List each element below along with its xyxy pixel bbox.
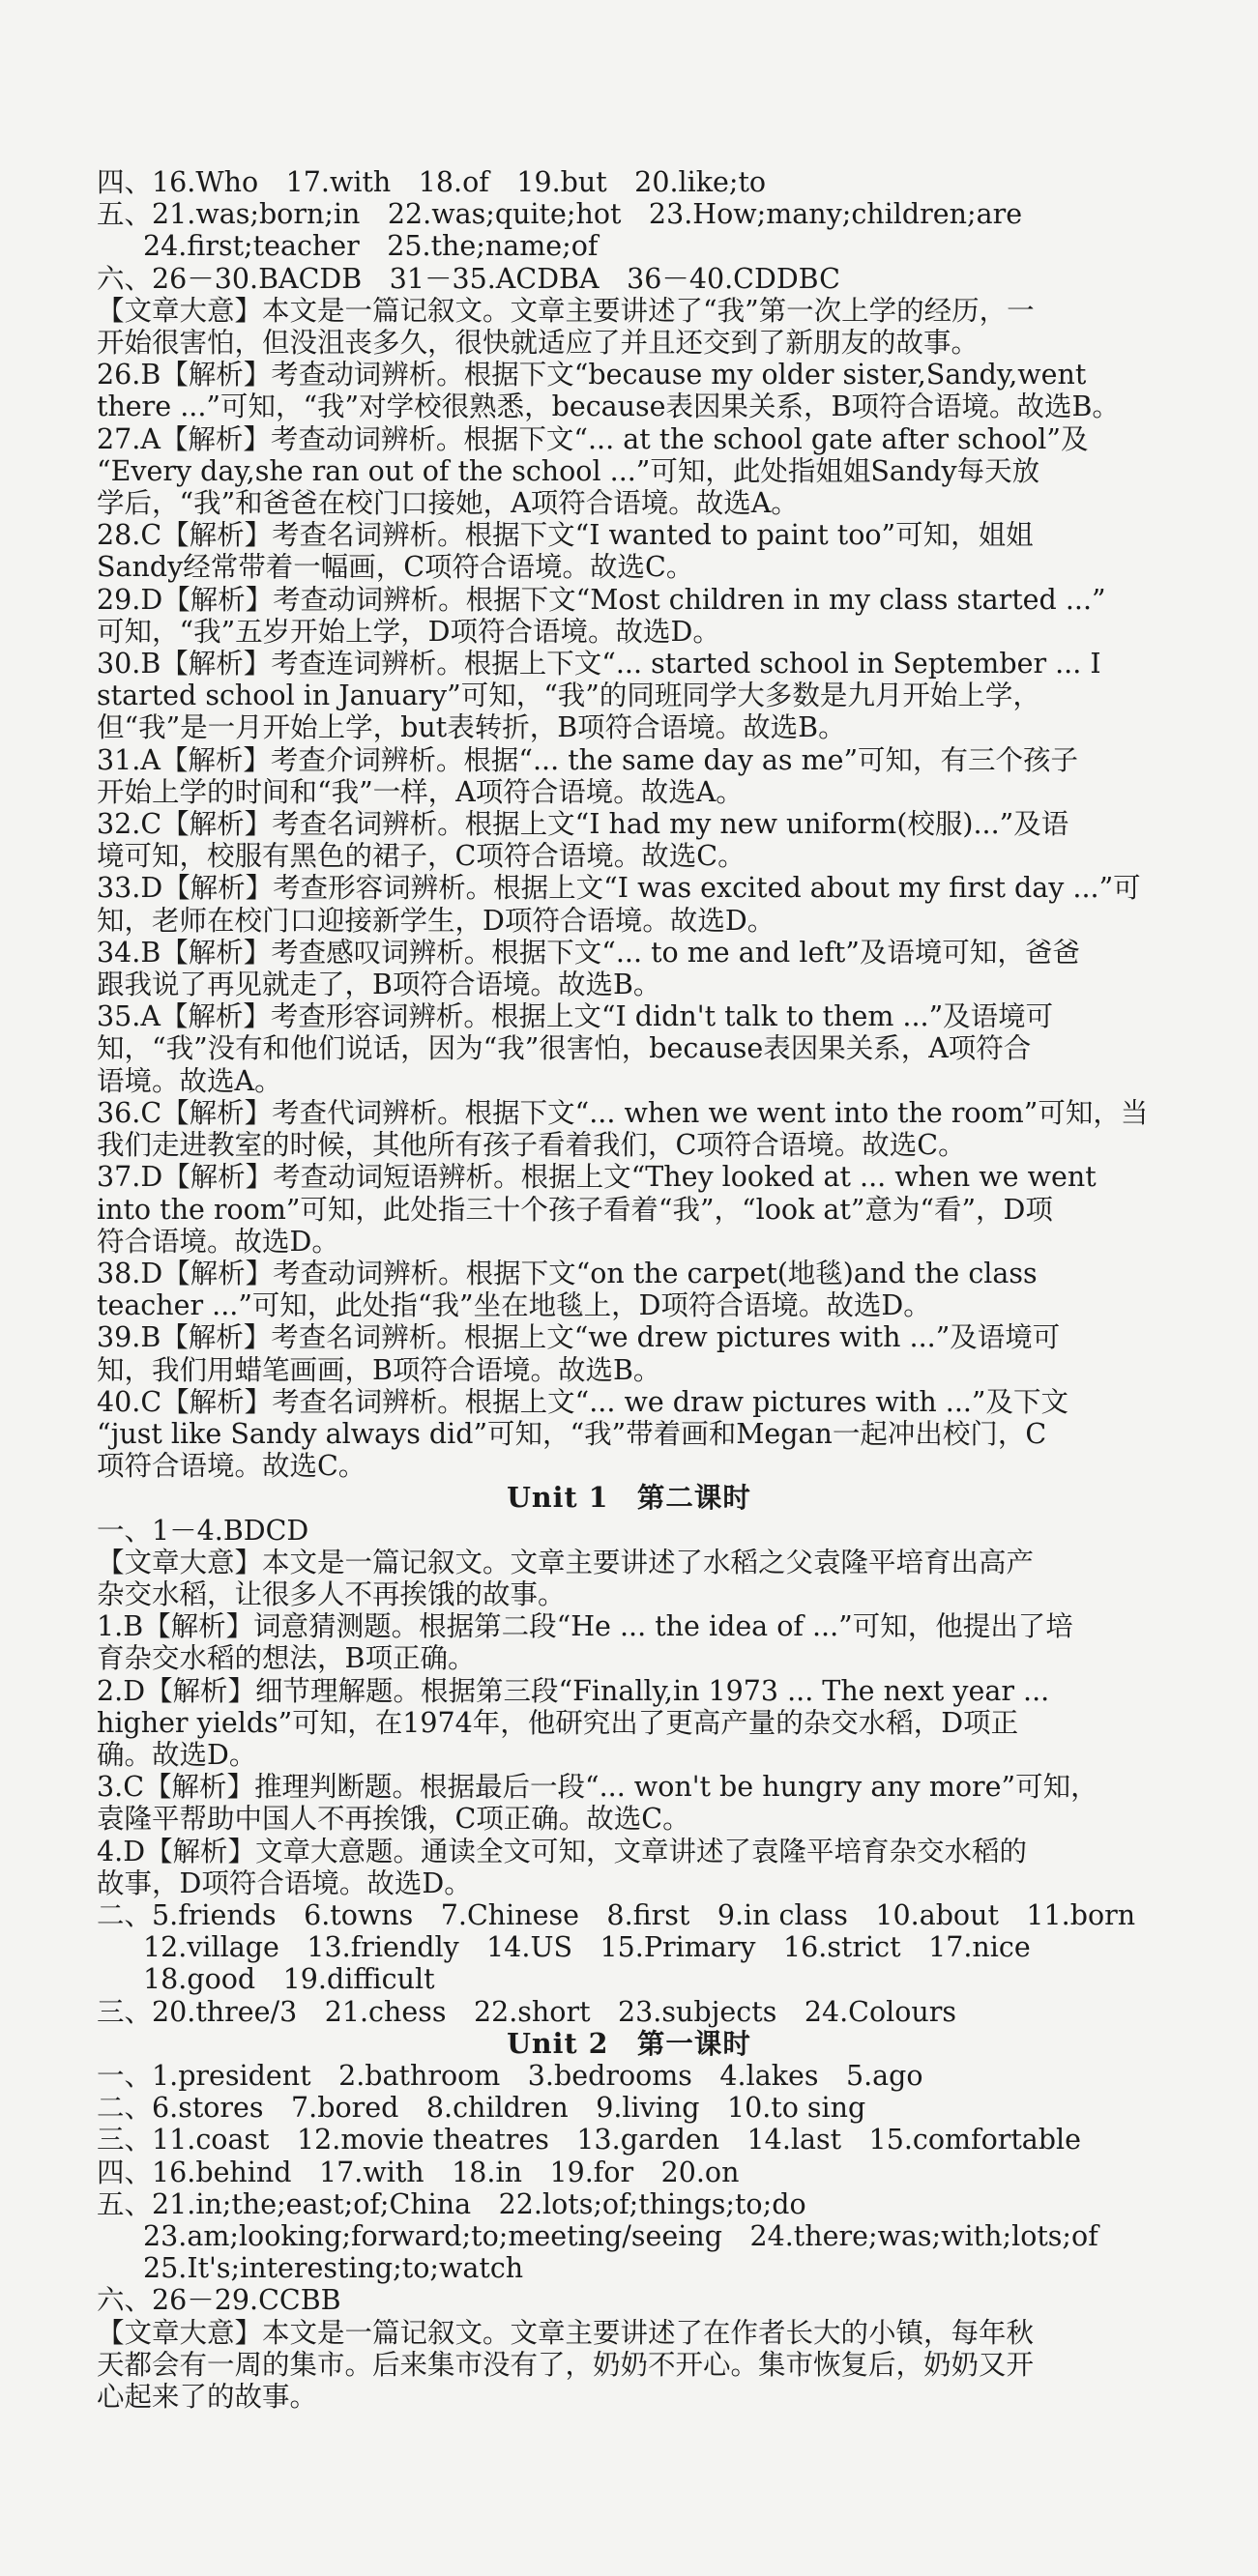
text-line: 但“我”是一月开始上学，but表转折，B项符合语境。故选B。 bbox=[97, 711, 846, 744]
text-line: 确。故选D。 bbox=[97, 1738, 257, 1771]
text-line: 39.B【解析】考查名词辨析。根据上文“we drew pictures with ...”及语境可 bbox=[97, 1321, 1061, 1354]
text-line: 知，“我”没有和他们说话，因为“我”很害怕，because表因果关系，A项符合 bbox=[97, 1032, 1032, 1065]
text-line: 育杂交水稻的想法，B项正确。 bbox=[97, 1642, 476, 1675]
text-line: 心起来了的故事。 bbox=[97, 2381, 318, 2414]
text-line: 27.A【解析】考查动词辨析。根据下文“... at the school gate after school”及 bbox=[97, 422, 1089, 455]
text-line: 开始上学的时间和“我”一样，A项符合语境。故选A。 bbox=[97, 775, 744, 808]
text-line: 二、5.friends 6.towns 7.Chinese 8.first 9.in class 10.about 11.born bbox=[97, 1898, 1136, 1931]
text-line: 六、26－29.CCBB bbox=[97, 2284, 341, 2317]
text-line: 二、6.stores 7.bored 8.children 9.living 10.to sing bbox=[97, 2092, 866, 2125]
text-line: 符合语境。故选D。 bbox=[97, 1225, 339, 1258]
text-line: 33.D【解析】考查形容词辨析。根据上文“I was excited about my first day ...”可 bbox=[97, 872, 1141, 905]
text-line: into the room”可知，此处指三十个孩子看着“我”，“look at”意为“看”，D项 bbox=[97, 1193, 1053, 1226]
text-line: 学后，“我”和爸爸在校门口接她，A项符合语境。故选A。 bbox=[97, 487, 799, 520]
text-line: 故事，D项符合语境。故选D。 bbox=[97, 1867, 472, 1899]
text-line: 开始很害怕，但没沮丧多久，很快就适应了并且还交到了新朋友的故事。 bbox=[97, 327, 980, 360]
text-line: 【文章大意】本文是一篇记叙文。文章主要讲述了水稻之父袁隆平培育出高产 bbox=[97, 1546, 1035, 1578]
text-line: 五、21.in;the;east;of;China 22.lots;of;things;to;do bbox=[97, 2187, 806, 2220]
text-line: 18.good 19.difficult bbox=[143, 1963, 435, 1996]
text-line: 25.It's;interesting;to;watch bbox=[143, 2252, 524, 2285]
text-line: 【文章大意】本文是一篇记叙文。文章主要讲述了在作者长大的小镇，每年秋 bbox=[97, 2316, 1035, 2349]
text-line: “just like Sandy always did”可知，“我”带着画和Megan一起冲出校门，C bbox=[97, 1417, 1047, 1450]
text-line: 四、16.behind 17.with 18.in 19.for 20.on bbox=[97, 2156, 740, 2188]
section-heading: Unit 2 第一课时 bbox=[507, 2027, 751, 2060]
text-line: 1.B【解析】词意猜测题。根据第二段“He ... the idea of ...”可知，他提出了培 bbox=[97, 1610, 1073, 1643]
text-line: 23.am;looking;forward;to;meeting/seeing 24.there;was;with;lots;of bbox=[143, 2220, 1098, 2252]
text-line: 四、16.Who 17.with 18.of 19.but 20.like;to bbox=[97, 166, 767, 198]
text-line: 知，老师在校门口迎接新学生，D项符合语境。故选D。 bbox=[97, 904, 775, 937]
text-line: 31.A【解析】考查介词辨析。根据“... the same day as me”可知，有三个孩子 bbox=[97, 743, 1079, 776]
text-line: 37.D【解析】考查动词短语辨析。根据上文“They looked at ... when we went bbox=[97, 1161, 1097, 1194]
text-line: 29.D【解析】考查动词辨析。根据下文“Most children in my class started ...” bbox=[97, 583, 1106, 616]
text-line: 语境。故选A。 bbox=[97, 1064, 282, 1097]
text-line: 38.D【解析】考查动词辨析。根据下文“on the carpet(地毯)and the class bbox=[97, 1257, 1038, 1289]
text-line: 【文章大意】本文是一篇记叙文。文章主要讲述了“我”第一次上学的经历，一 bbox=[97, 294, 1035, 327]
text-line: 4.D【解析】文章大意题。通读全文可知，文章讲述了袁隆平培育杂交水稻的 bbox=[97, 1835, 1028, 1867]
text-line: 五、21.was;born;in 22.was;quite;hot 23.How;many;children;are bbox=[97, 198, 1023, 231]
text-line: 3.C【解析】推理判断题。根据最后一段“... won't be hungry any more”可知， bbox=[97, 1771, 1098, 1804]
text-line: 一、1.president 2.bathroom 3.bedrooms 4.lakes 5.ago bbox=[97, 2059, 923, 2092]
text-line: 项符合语境。故选C。 bbox=[97, 1450, 366, 1483]
text-line: 2.D【解析】细节理解题。根据第三段“Finally,in 1973 ... The next year ... bbox=[97, 1674, 1050, 1707]
text-line: 34.B【解析】考查感叹词辨析。根据下文“... to me and left”及语境可知，爸爸 bbox=[97, 936, 1080, 969]
text-line: 40.C【解析】考查名词辨析。根据上文“... we draw pictures with ...”及下文 bbox=[97, 1385, 1069, 1418]
text-line: higher yields”可知，在1974年，他研究出了更高产量的杂交水稻，D项正 bbox=[97, 1706, 1019, 1739]
text-line: 我们走进教室的时候，其他所有孩子看着我们，C项符合语境。故选C。 bbox=[97, 1129, 966, 1162]
text-line: 三、11.coast 12.movie theatres 13.garden 14.last 15.comfortable bbox=[97, 2124, 1082, 2156]
text-line: 可知，“我”五岁开始上学，D项符合语境。故选D。 bbox=[97, 615, 720, 648]
text-line: 24.first;teacher 25.the;name;of bbox=[143, 230, 599, 263]
text-line: 三、20.three/3 21.chess 22.short 23.subjects 24.Colours bbox=[97, 1995, 956, 2028]
text-line: 35.A【解析】考查形容词辨析。根据上文“I didn't talk to them ...”及语境可 bbox=[97, 1000, 1054, 1033]
text-line: 袁隆平帮助中国人不再挨饿，C项正确。故选C。 bbox=[97, 1803, 690, 1836]
text-line: teacher ...”可知，此处指“我”坐在地毯上，D项符合语境。故选D。 bbox=[97, 1289, 931, 1322]
text-line: 六、26－30.BACDB 31－35.ACDBA 36－40.CDDBC bbox=[97, 262, 840, 295]
text-line: 天都会有一周的集市。后来集市没有了，奶奶不开心。集市恢复后，奶奶又开 bbox=[97, 2348, 1035, 2381]
text-line: 12.village 13.friendly 14.US 15.Primary 16.strict 17.nice bbox=[143, 1931, 1031, 1964]
text-line: 知，我们用蜡笔画画，B项符合语境。故选B。 bbox=[97, 1353, 661, 1386]
text-line: started school in January”可知，“我”的同班同学大多数是九月开始上学， bbox=[97, 680, 1040, 712]
text-line: 境可知，校服有黑色的裙子，C项符合语境。故选C。 bbox=[97, 840, 746, 873]
text-line: 32.C【解析】考查名词辨析。根据上文“I had my new uniform(校服)...”及语 bbox=[97, 808, 1069, 841]
text-line: “Every day,she ran out of the school ...”可知，此处指姐姐Sandy每天放 bbox=[97, 454, 1040, 487]
text-line: 跟我说了再见就走了，B项符合语境。故选B。 bbox=[97, 969, 661, 1001]
text-line: 30.B【解析】考查连词辨析。根据上下文“... started school in September ... I bbox=[97, 648, 1101, 680]
section-heading: Unit 1 第二课时 bbox=[507, 1482, 751, 1515]
text-line: 28.C【解析】考查名词辨析。根据下文“I wanted to paint too”可知，姐姐 bbox=[97, 519, 1034, 552]
text-line: 36.C【解析】考查代词辨析。根据下文“... when we went into the room”可知，当 bbox=[97, 1096, 1149, 1129]
text-line: 杂交水稻，让很多人不再挨饿的故事。 bbox=[97, 1577, 566, 1610]
text-line: there ...”可知，“我”对学校很熟悉，because表因果关系，B项符合语境。故选B。 bbox=[97, 391, 1120, 423]
text-line: 26.B【解析】考查动词辨析。根据下文“because my older sister,Sandy,went bbox=[97, 359, 1087, 391]
text-line: Sandy经常带着一幅画，C项符合语境。故选C。 bbox=[97, 551, 694, 584]
text-line: 一、1－4.BDCD bbox=[97, 1514, 309, 1547]
